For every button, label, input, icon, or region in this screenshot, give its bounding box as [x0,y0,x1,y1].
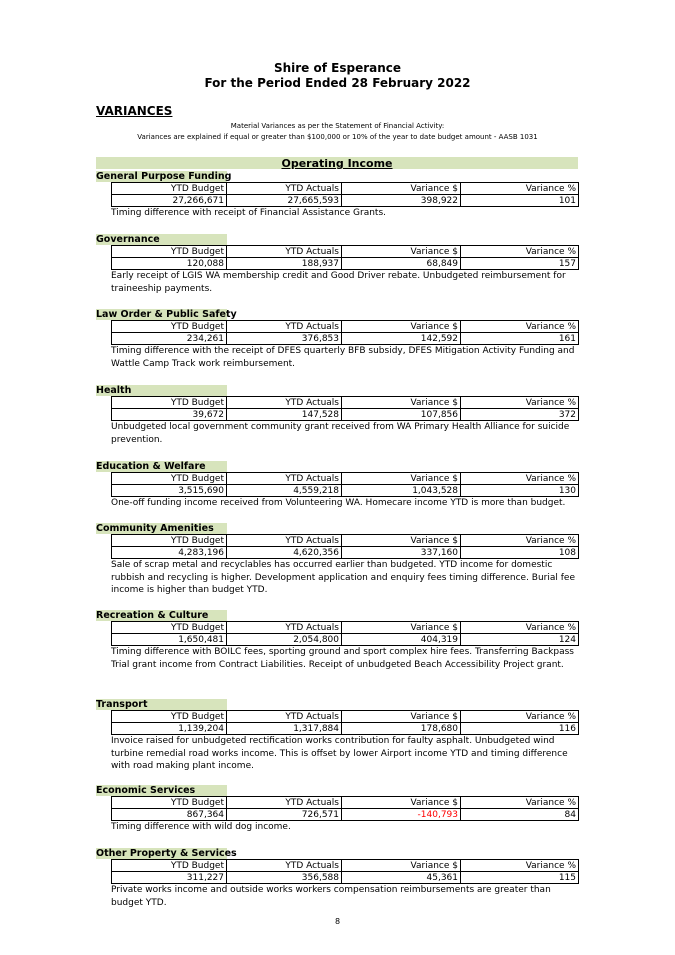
header-row [112,183,579,195]
variance-explanation: Sale of scrap metal and recyclables has occurred earlier than budgeted. YTD income for domestic rubbish and recycling is higher. Development application and enquiry fees timing difference. Burial fee income is higher than budget YTD. [111,560,575,595]
period-title: For the Period Ended 28 February 2022 [204,76,471,90]
col-ytd-budget: YTD Budget [112,473,227,485]
variance-dollar-value: 404,319 [342,634,461,646]
col-ytd-actuals: YTD Actuals [227,183,342,195]
variance-table [111,710,579,735]
variance-table [111,534,579,559]
col-variance-pct: Variance % [461,535,579,547]
col-variance-pct: Variance % [461,246,579,258]
variance-dollar-value: 142,592 [342,333,461,345]
ytd-actuals-value: 2,054,800 [227,634,342,646]
variance-dollar-value: 68,849 [342,258,461,270]
variance-pct-value: 108 [461,547,579,559]
variances-heading: VARIANCES [96,104,173,118]
col-ytd-budget: YTD Budget [112,860,227,872]
col-variance-pct: Variance % [461,321,579,333]
col-variance-dollar: Variance $ [342,711,461,723]
header-row [112,397,579,409]
col-variance-pct: Variance % [461,473,579,485]
section-title: Education & Welfare [96,461,227,472]
col-variance-pct: Variance % [461,622,579,634]
value-row [112,195,579,207]
ytd-budget-value: 39,672 [112,409,227,421]
header-row [112,535,579,547]
ytd-actuals-value: 356,588 [227,872,342,884]
col-ytd-actuals: YTD Actuals [227,797,342,809]
ytd-actuals-value: 376,853 [227,333,342,345]
col-ytd-budget: YTD Budget [112,397,227,409]
col-variance-pct: Variance % [461,797,579,809]
col-ytd-budget: YTD Budget [112,321,227,333]
ytd-actuals-value: 27,665,593 [227,195,342,207]
col-ytd-actuals: YTD Actuals [227,535,342,547]
variance-table [111,621,579,646]
operating-income-band [96,157,578,169]
ytd-budget-value: 311,227 [112,872,227,884]
section-governance [96,234,580,295]
variance-dollar-value: 1,043,528 [342,485,461,497]
variance-pct-value: 101 [461,195,579,207]
variance-explanation: Timing difference with BOILC fees, sporting ground and sport complex hire fees. Transferring Backpass Trial grant income from Contract Liabilities. Receipt of unbudgeted Beach Accessibility Project grant. [111,647,574,670]
col-ytd-actuals: YTD Actuals [227,321,342,333]
header-row [112,860,579,872]
ytd-budget-value: 234,261 [112,333,227,345]
variance-pct-value: 161 [461,333,579,345]
variance-pct-value: 124 [461,634,579,646]
organisation-title: Shire of Esperance [273,61,402,75]
section-title: Other Property & Services [96,848,237,859]
variance-explanation: Timing difference with receipt of Financial Assistance Grants. [111,208,386,218]
value-row [112,872,579,884]
value-row [112,723,579,735]
variance-table [111,859,579,884]
section-title: Recreation & Culture [96,610,227,621]
ytd-actuals-value: 188,937 [227,258,342,270]
section-title: General Purpose Funding [96,171,232,182]
col-variance-dollar: Variance $ [342,622,461,634]
variance-explanation: Private works income and outside works workers compensation reimbursements are greater than budget YTD. [111,885,551,908]
col-variance-dollar: Variance $ [342,860,461,872]
header-row [112,622,579,634]
col-ytd-actuals: YTD Actuals [227,711,342,723]
col-variance-dollar: Variance $ [342,321,461,333]
variance-table [111,182,579,207]
header-row [112,797,579,809]
col-variance-pct: Variance % [461,860,579,872]
col-variance-pct: Variance % [461,711,579,723]
variance-explanation: Timing difference with wild dog income. [111,822,291,832]
page-number: 8 [334,917,341,926]
section-title: Community Amenities [96,523,227,534]
variance-explanation: One-off funding income received from Volunteering WA. Homecare income YTD is more than budget. [111,498,566,508]
ytd-budget-value: 120,088 [112,258,227,270]
section-community-amenities [96,523,580,597]
col-ytd-actuals: YTD Actuals [227,246,342,258]
value-row [112,485,579,497]
col-ytd-budget: YTD Budget [112,535,227,547]
variance-table [111,472,579,497]
variance-explanation: Early receipt of LGIS WA membership credit and Good Driver rebate. Unbudgeted reimbursement for traineeship payments. [111,271,566,294]
variance-dollar-value: 107,856 [342,409,461,421]
section-general-purpose-funding [96,171,580,220]
col-variance-dollar: Variance $ [342,183,461,195]
section-title: Law Order & Public Safety [96,309,237,320]
ytd-actuals-value: 4,559,218 [227,485,342,497]
variance-pct-value: 115 [461,872,579,884]
variance-table [111,796,579,821]
variance-table [111,320,579,345]
section-education-welfare [96,461,580,510]
threshold-note: Variances are explained if equal or greater than $100,000 or 10% of the year to date budget amount - AASB 1031 [137,133,538,141]
variance-explanation: Timing difference with the receipt of DFES quarterly BFB subsidy, DFES Mitigation Activity Funding and Wattle Camp Track work reimbursement. [111,346,575,369]
variance-pct-value: 372 [461,409,579,421]
ytd-budget-value: 1,139,204 [112,723,227,735]
section-health [96,385,580,446]
section-title: Transport [96,699,227,710]
variance-dollar-value: 398,922 [342,195,461,207]
value-row [112,258,579,270]
col-ytd-budget: YTD Budget [112,183,227,195]
col-ytd-budget: YTD Budget [112,797,227,809]
variance-dollar-value: 178,680 [342,723,461,735]
variance-table [111,396,579,421]
col-variance-dollar: Variance $ [342,473,461,485]
col-variance-dollar: Variance $ [342,397,461,409]
col-ytd-actuals: YTD Actuals [227,397,342,409]
value-row [112,333,579,345]
section-other-property-services [96,848,580,909]
ytd-budget-value: 4,283,196 [112,547,227,559]
ytd-actuals-value: 1,317,884 [227,723,342,735]
variance-pct-value: 84 [461,809,579,821]
col-ytd-budget: YTD Budget [112,622,227,634]
col-variance-dollar: Variance $ [342,535,461,547]
variance-explanation: Invoice raised for unbudgeted rectification works contribution for faulty asphalt. Unbudgeted wind turbine remedial road works income. This is offset by lower Airport income YTD and timing difference with road making plant income. [111,736,568,771]
value-row [112,634,579,646]
variance-pct-value: 116 [461,723,579,735]
col-ytd-actuals: YTD Actuals [227,622,342,634]
value-row [112,809,579,821]
value-row [112,409,579,421]
col-variance-pct: Variance % [461,397,579,409]
operating-income-title: Operating Income [281,157,393,170]
section-title: Economic Services [96,785,227,796]
col-ytd-actuals: YTD Actuals [227,473,342,485]
variance-dollar-value: 45,361 [342,872,461,884]
section-title: Governance [96,234,227,245]
ytd-budget-value: 27,266,671 [112,195,227,207]
header-row [112,246,579,258]
ytd-budget-value: 1,650,481 [112,634,227,646]
materiality-note: Material Variances as per the Statement of Financial Activity: [230,122,445,130]
ytd-actuals-value: 726,571 [227,809,342,821]
variance-dollar-value: 337,160 [342,547,461,559]
ytd-actuals-value: 147,528 [227,409,342,421]
ytd-budget-value: 3,515,690 [112,485,227,497]
variance-pct-value: 157 [461,258,579,270]
col-ytd-budget: YTD Budget [112,711,227,723]
col-variance-pct: Variance % [461,183,579,195]
header-row [112,473,579,485]
header-row [112,321,579,333]
col-variance-dollar: Variance $ [342,246,461,258]
section-transport [96,699,580,773]
col-variance-dollar: Variance $ [342,797,461,809]
col-ytd-actuals: YTD Actuals [227,860,342,872]
value-row [112,547,579,559]
section-law-order-public-safety [96,309,580,370]
col-ytd-budget: YTD Budget [112,246,227,258]
ytd-actuals-value: 4,620,356 [227,547,342,559]
section-economic-services [96,785,580,834]
variance-dollar-value: -140,793 [342,809,461,821]
ytd-budget-value: 867,364 [112,809,227,821]
section-recreation-culture [96,610,580,671]
variance-pct-value: 130 [461,485,579,497]
section-title: Health [96,385,227,396]
variance-explanation: Unbudgeted local government community grant received from WA Primary Health Alliance for suicide prevention. [111,422,570,445]
variance-table [111,245,579,270]
header-row [112,711,579,723]
